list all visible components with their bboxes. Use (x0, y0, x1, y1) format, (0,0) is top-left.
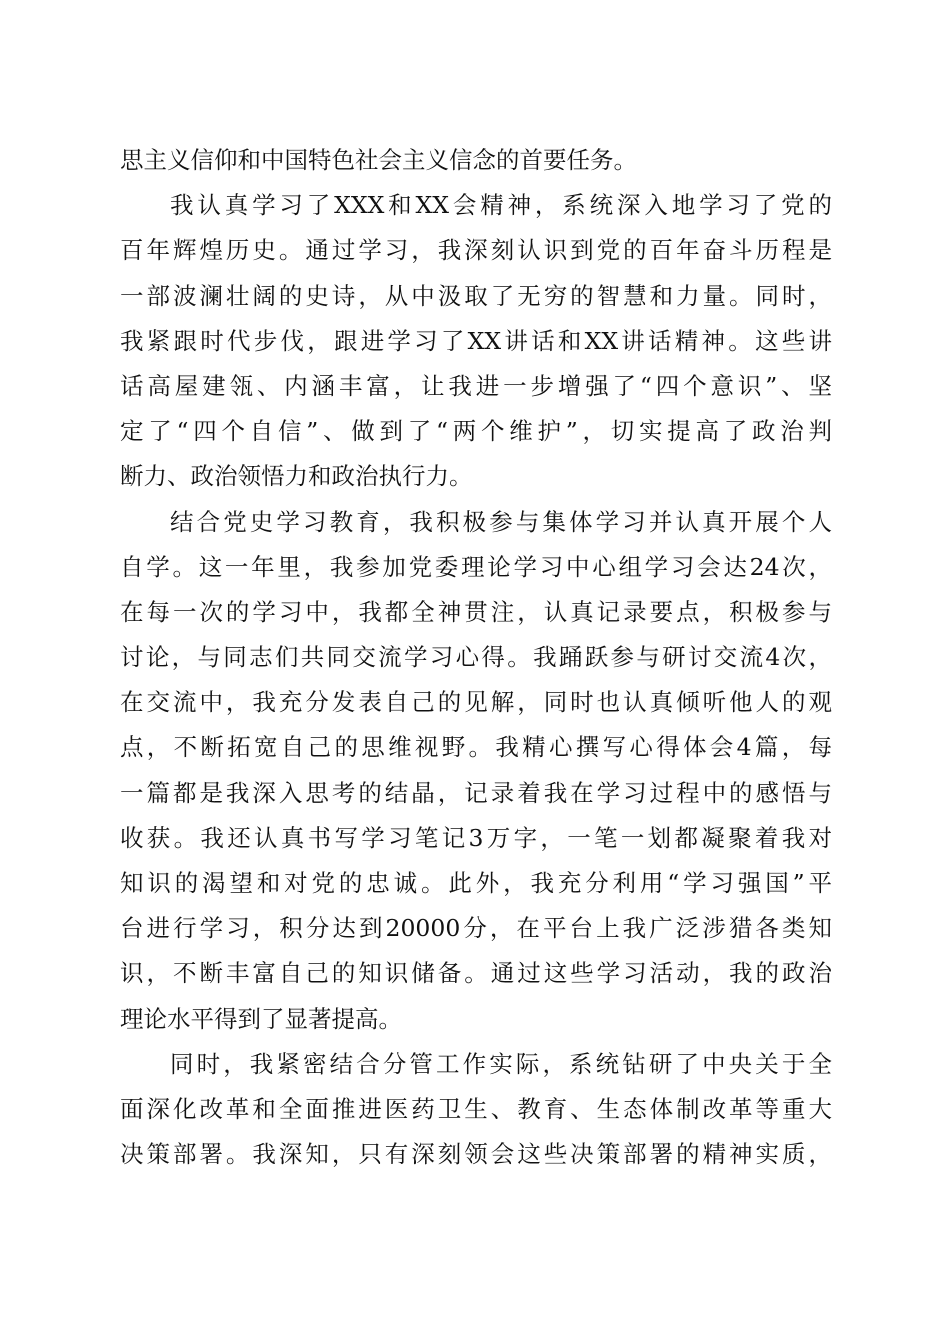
text-line: 在每一次的学习中，我都全神贯注，认真记录要点，积极参与 (120, 597, 832, 626)
text-line: 我紧跟时代步伐，跟进学习了XX讲话和XX讲话精神。这些讲 (120, 326, 832, 355)
text-line: 自学。这一年里，我参加党委理论学习中心组学习会达24次， (120, 552, 832, 581)
text-line: 识，不断丰富自己的知识储备。通过这些学习活动，我的政治 (120, 959, 832, 988)
paragraph-first-line: 我认真学习了XXX和XX会精神，系统深入地学习了党的 (170, 191, 832, 220)
paragraph-first-line: 同时，我紧密结合分管工作实际，系统钻研了中央关于全 (170, 1049, 832, 1078)
text-line: 一部波澜壮阔的史诗，从中汲取了无穷的智慧和力量。同时， (120, 281, 832, 310)
text-line: 一篇都是我深入思考的结晶，记录着我在学习过程中的感悟与 (120, 778, 832, 807)
text-line: 点，不断拓宽自己的思维视野。我精心撰写心得体会4篇，每 (120, 733, 832, 762)
text-line: 知识的渴望和对党的忠诚。此外，我充分利用“学习强国”平 (120, 869, 832, 897)
paragraph-first-line: 结合党史学习教育，我积极参与集体学习并认真开展个人 (170, 507, 832, 536)
text-line: 断力、政治领悟力和政治执行力。 (120, 462, 473, 491)
text-line: 话高屋建瓴、内涵丰富，让我进一步增强了“四个意识”、坚 (120, 371, 832, 400)
text-line: 收获。我还认真书写学习笔记3万字，一笔一划都凝聚着我对 (120, 823, 832, 852)
text-line: 理论水平得到了显著提高。 (120, 1004, 402, 1033)
text-line: 百年辉煌历史。通过学习，我深刻认识到党的百年奋斗历程是 (120, 236, 832, 265)
text-line: 决策部署。我深知，只有深刻领会这些决策部署的精神实质， (120, 1140, 832, 1169)
text-line: 在交流中，我充分发表自己的见解，同时也认真倾听他人的观 (120, 688, 832, 717)
text-line: 面深化改革和全面推进医药卫生、教育、生态体制改革等重大 (120, 1094, 832, 1123)
text-line: 台进行学习，积分达到20000分，在平台上我广泛涉猎各类知 (120, 914, 832, 943)
document-body (120, 138, 832, 1177)
text-line: 定了“四个自信”、做到了“两个维护”，切实提高了政治判 (120, 417, 832, 446)
text-line: 思主义信仰和中国特色社会主义信念的首要任务。 (120, 146, 637, 174)
text-line: 讨论，与同志们共同交流学习心得。我踊跃参与研讨交流4次， (120, 643, 832, 672)
